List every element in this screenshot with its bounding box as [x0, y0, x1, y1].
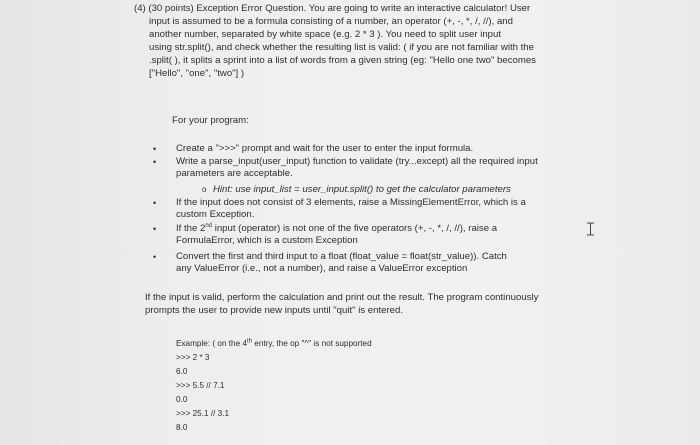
bullet-marker: • — [153, 224, 157, 234]
bullet-4-line-1 — [176, 223, 497, 235]
bullet-3-line-2: custom Exception. — [176, 209, 255, 220]
question-line-5: .split( ), it splits a sprint into a list of words from a given string (eg: "Hello one two" becomes — [149, 55, 536, 66]
bullet-1-text: Create a ">>>" prompt and wait for the user to enter the input formula. — [176, 143, 474, 154]
bullet-marker: • — [153, 144, 157, 154]
question-line-4: using str.split(), and check whether the resulting list is valid: ( if you are not familiar with the — [149, 42, 534, 53]
example-heading-rest: entry, the op "^" is not supported — [252, 339, 372, 348]
bullet-marker: • — [153, 198, 157, 208]
example-line: >>> 25.1 // 3.1 — [176, 409, 230, 418]
example-heading-prefix: Example: ( on the 4 — [176, 339, 247, 348]
program-heading: For your program: — [172, 115, 249, 126]
example-line: >>> 5.5 // 7.1 — [176, 381, 225, 390]
bullet-2-line-2: parameters are acceptable. — [176, 168, 293, 179]
hint-text: Hint: use input_list = user_input.split() to get the calculator parameters — [213, 184, 511, 195]
text-cursor-icon — [586, 222, 594, 236]
valid-paragraph-line-2: prompts the user to provide new inputs until "quit" is entered. — [145, 305, 403, 316]
ordinal-superscript: nd — [205, 222, 213, 229]
bullet-2-line-1: Write a parse_input(user_input) function to validate (try...except) all the required input — [176, 156, 538, 167]
example-line: 0.0 — [176, 395, 188, 404]
question-line-6: ["Hello", "one", "two"] ) — [149, 68, 245, 79]
example-line: 8.0 — [176, 423, 188, 432]
example-heading — [176, 338, 372, 349]
bullet-5-line-1: Convert the first and third input to a float (float_value = float(str_value)). Catch — [176, 251, 507, 262]
bullet-5-line-2: any ValueError (i.e., not a number), and raise a ValueError exception — [176, 263, 468, 274]
bullet-3-line-1: If the input does not consist of 3 elements, raise a MissingElementError, which is a — [176, 197, 526, 208]
bullet-marker: • — [153, 252, 157, 262]
example-line: 6.0 — [176, 367, 188, 376]
ordinal-superscript: th — [247, 338, 253, 345]
bullet-4-prefix: If the 2 — [176, 223, 206, 234]
example-line: >>> 2 * 3 — [176, 353, 210, 362]
bullet-marker: • — [153, 157, 157, 167]
bullet-4-rest: input (operator) is not one of the five operators (+, -, *, /, //), raise a — [212, 223, 498, 234]
question-line-2: input is assumed to be a formula consisting of a number, an operator (+, -, *, /, //), and — [149, 16, 513, 27]
valid-paragraph-line-1: If the input is valid, perform the calculation and print out the result. The program continuously — [145, 292, 539, 303]
bullet-4-line-2: FormulaError, which is a custom Exception — [176, 235, 358, 246]
question-line-1: (4) (30 points) Exception Error Question. You are going to write an interactive calculator! User — [134, 3, 531, 14]
question-line-3: another number, separated by white space (e.g. 2 * 3 ). You need to split user input — [149, 29, 501, 40]
sub-bullet-marker: o — [202, 185, 207, 194]
